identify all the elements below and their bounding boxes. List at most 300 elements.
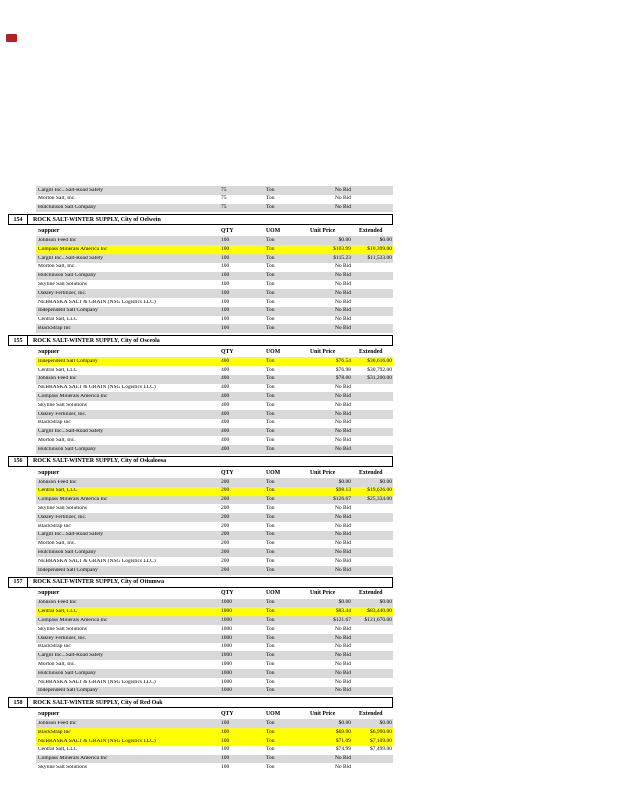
unit-price-cell: No Bid [334, 764, 351, 771]
table-row [36, 436, 393, 445]
section-number: 158 [9, 698, 28, 707]
qty-cell: 400 [221, 357, 230, 364]
unit-price-cell: No Bid [334, 436, 351, 443]
uom-cell: Ton [266, 298, 275, 305]
qty-cell: 100 [221, 325, 230, 331]
unit-price-cell: No Bid [334, 669, 351, 676]
qty-cell: 400 [221, 392, 230, 399]
column-header-extended: Extended [359, 348, 383, 355]
column-header-supplier: Supplier [38, 470, 60, 476]
unit-price-cell: No Bid [334, 566, 351, 573]
qty-cell: 400 [221, 436, 230, 443]
unit-price-cell: No Bid [334, 298, 351, 305]
uom-cell: Ton [266, 634, 275, 641]
extended-cell: $30,792.00 [367, 366, 392, 373]
uom-cell: Ton [266, 204, 275, 211]
unit-price-cell: No Bid [334, 445, 351, 452]
table-row [36, 307, 393, 316]
unit-price-cell: No Bid [334, 195, 351, 202]
table-row [36, 445, 393, 454]
table-row [36, 254, 393, 263]
supplier-cell: Morton Salt, Inc. [38, 541, 76, 547]
unit-price-cell: No Bid [334, 419, 351, 426]
uom-cell: Ton [266, 496, 275, 503]
unit-price-cell: No Bid [334, 307, 351, 314]
table-row [36, 263, 393, 272]
supplier-cell: Hutchinson Salt Company [38, 205, 97, 211]
table-row [36, 557, 393, 566]
table-row [36, 548, 393, 557]
uom-cell: Ton [266, 325, 275, 331]
extended-cell: $83,440.00 [367, 608, 392, 615]
uom-cell: Ton [266, 410, 275, 417]
supplier-cell: Johnson Feed Inc [38, 376, 77, 382]
uom-cell: Ton [266, 557, 275, 564]
unit-price-cell: $69.90 [335, 728, 351, 735]
supplier-cell: Oakley Fertilizer, Inc. [38, 635, 87, 641]
table-row [36, 687, 393, 696]
unit-price-cell: No Bid [334, 643, 351, 650]
table-row [36, 428, 393, 437]
column-header-uom: UOM [266, 590, 281, 597]
table-row [36, 607, 393, 616]
unit-price-cell: No Bid [334, 410, 351, 417]
column-header-qty: QTY [221, 469, 234, 476]
qty-cell: 400 [221, 445, 230, 452]
uom-cell: Ton [266, 366, 275, 373]
supplier-cell: Morton Salt, Inc. [38, 264, 76, 270]
supplier-cell: Cargill Inc...Salt-Road Safety [38, 429, 104, 435]
unit-price-cell: $126.67 [333, 496, 351, 503]
qty-cell: 1000 [221, 608, 232, 615]
table-row [36, 625, 393, 634]
section-title: ROCK SALT-WINTER SUPPLY, City of Red Oak [33, 699, 163, 706]
column-header-row [36, 710, 393, 719]
unit-price-cell: $76.54 [335, 357, 351, 364]
extended-cell: $19,626.00 [367, 487, 392, 494]
uom-cell: Ton [266, 289, 275, 296]
section-number: 154 [9, 215, 28, 224]
uom-cell: Ton [266, 445, 275, 452]
uom-cell: Ton [266, 504, 275, 511]
qty-cell: 200 [221, 478, 230, 485]
qty-cell: 400 [221, 428, 230, 435]
uom-cell: Ton [266, 616, 275, 623]
uom-cell: Ton [266, 307, 275, 314]
table-row [36, 316, 393, 325]
unit-price-cell: No Bid [334, 504, 351, 511]
unit-price-cell: No Bid [334, 392, 351, 399]
uom-cell: Ton [266, 669, 275, 676]
qty-cell: 1000 [221, 625, 232, 632]
unit-price-cell: No Bid [334, 687, 351, 694]
unit-price-cell: $0.00 [338, 720, 351, 727]
unit-price-cell: $74.99 [335, 746, 351, 753]
unit-price-cell: No Bid [334, 401, 351, 408]
uom-cell: Ton [266, 428, 275, 435]
qty-cell: 100 [221, 263, 230, 270]
uom-cell: Ton [266, 643, 275, 650]
table-row [36, 419, 393, 428]
qty-cell: 100 [221, 272, 230, 279]
qty-cell: 200 [221, 504, 230, 511]
supplier-cell: Cargill Inc...Salt-Road Safety [38, 653, 104, 659]
unit-price-cell: $0.00 [338, 478, 351, 485]
table-row [36, 634, 393, 643]
uom-cell: Ton [266, 478, 275, 485]
bid-table [36, 710, 393, 772]
uom-cell: Ton [266, 375, 275, 382]
unit-price-cell: $83.44 [335, 608, 351, 615]
unit-price-cell: No Bid [334, 660, 351, 667]
uom-cell: Ton [266, 755, 275, 762]
table-row [36, 660, 393, 669]
supplier-cell: Compass Minerals America Inc [38, 246, 108, 252]
uom-cell: Ton [266, 392, 275, 399]
uom-cell: Ton [266, 678, 275, 685]
supplier-cell: NEBRASKA SALT & GRAIN (NSG Logistics LLC) [38, 679, 156, 685]
unit-price-cell: $76.98 [335, 366, 351, 373]
unit-price-cell: No Bid [334, 325, 351, 331]
table-row [36, 366, 393, 375]
qty-cell: 1000 [221, 643, 232, 650]
uom-cell: Ton [266, 737, 275, 744]
supplier-cell: Morton Salt, Inc. [38, 196, 76, 202]
table-row [36, 651, 393, 660]
table-row [36, 401, 393, 410]
unit-price-cell: No Bid [334, 428, 351, 435]
table-row [36, 763, 393, 772]
supplier-cell: Skyline Salt Solutions [38, 402, 87, 408]
uom-cell: Ton [266, 186, 275, 193]
section-header [8, 577, 393, 588]
qty-cell: 200 [221, 566, 230, 573]
extended-cell: $6,990.00 [370, 728, 392, 735]
table-row [36, 737, 393, 746]
uom-cell: Ton [266, 254, 275, 261]
supplier-cell: Independent Salt Company [38, 567, 98, 573]
continuation-table [36, 186, 393, 212]
qty-cell: 1000 [221, 634, 232, 641]
supplier-cell: Cargill Inc...Salt-Road Safety [38, 187, 104, 193]
extended-cell: $25,334.00 [367, 496, 392, 503]
uom-cell: Ton [266, 652, 275, 659]
column-header-unit-price: Unit Price [310, 227, 336, 234]
supplier-cell: NEBRASKA SALT & GRAIN (NSG Logistics LLC) [38, 738, 156, 744]
uom-cell: Ton [266, 487, 275, 494]
bid-table [36, 469, 393, 575]
page-content [0, 186, 618, 772]
table-row [36, 410, 393, 419]
unit-price-cell: No Bid [334, 316, 351, 323]
uom-cell: Ton [266, 746, 275, 753]
unit-price-cell: No Bid [334, 548, 351, 555]
supplier-cell: BlackStrap Inc [38, 729, 71, 735]
table-row [36, 298, 393, 307]
extended-cell: $7,499.00 [370, 746, 392, 753]
supplier-cell: NEBRASKA SALT & GRAIN (NSG Logistics LLC) [38, 299, 156, 305]
qty-cell: 75 [221, 204, 227, 211]
unit-price-cell: No Bid [334, 204, 351, 211]
supplier-cell: Cargill Inc...Salt-Road Safety [38, 255, 104, 261]
stamp-mark-icon [6, 34, 17, 42]
supplier-cell: NEBRASKA SALT & GRAIN (NSG Logistics LLC) [38, 558, 156, 564]
qty-cell: 200 [221, 487, 230, 494]
uom-cell: Ton [266, 540, 275, 547]
supplier-cell: Johnson Feed Inc [38, 479, 77, 485]
qty-cell: 400 [221, 410, 230, 417]
qty-cell: 1000 [221, 616, 232, 623]
supplier-cell: BlackStrap Inc [38, 326, 71, 331]
qty-cell: 100 [221, 307, 230, 314]
section-header [8, 456, 393, 467]
table-row [36, 195, 393, 204]
column-header-row [36, 348, 393, 357]
supplier-cell: Hutchinson Salt Company [38, 549, 97, 555]
column-header-extended: Extended [359, 711, 383, 718]
extended-cell: $10,399.00 [367, 245, 392, 252]
unit-price-cell: No Bid [334, 281, 351, 288]
qty-cell: 100 [221, 746, 230, 753]
unit-price-cell: $0.00 [338, 599, 351, 606]
uom-cell: Ton [266, 625, 275, 632]
qty-cell: 100 [221, 298, 230, 305]
uom-cell: Ton [266, 195, 275, 202]
uom-cell: Ton [266, 384, 275, 391]
qty-cell: 200 [221, 513, 230, 520]
qty-cell: 1000 [221, 660, 232, 667]
qty-cell: 200 [221, 557, 230, 564]
column-header-row [36, 469, 393, 478]
table-row [36, 392, 393, 401]
qty-cell: 100 [221, 737, 230, 744]
supplier-cell: Hutchinson Salt Company [38, 446, 97, 452]
column-header-uom: UOM [266, 348, 281, 355]
unit-price-cell: $103.99 [333, 245, 351, 252]
qty-cell: 400 [221, 366, 230, 373]
uom-cell: Ton [266, 316, 275, 323]
column-header-unit-price: Unit Price [310, 469, 336, 476]
table-row [36, 504, 393, 513]
table-row [36, 324, 393, 333]
table-row [36, 599, 393, 608]
uom-cell: Ton [266, 566, 275, 573]
unit-price-cell: No Bid [334, 625, 351, 632]
table-row [36, 272, 393, 281]
supplier-cell: Independent Salt Company [38, 308, 98, 314]
table-row [36, 384, 393, 393]
uom-cell: Ton [266, 237, 275, 244]
uom-cell: Ton [266, 272, 275, 279]
qty-cell: 100 [221, 755, 230, 762]
qty-cell: 200 [221, 531, 230, 538]
table-row [36, 236, 393, 245]
uom-cell: Ton [266, 281, 275, 288]
qty-cell: 1000 [221, 669, 232, 676]
uom-cell: Ton [266, 728, 275, 735]
qty-cell: 400 [221, 384, 230, 391]
column-header-supplier: Supplier [38, 228, 60, 234]
uom-cell: Ton [266, 401, 275, 408]
table-row [36, 186, 393, 195]
qty-cell: 1000 [221, 687, 232, 694]
supplier-cell: Johnson Feed Inc [38, 600, 77, 606]
unit-price-cell: No Bid [334, 540, 351, 547]
column-header-supplier: Supplier [38, 349, 60, 355]
table-row [36, 375, 393, 384]
supplier-cell: Oakley Fertilizer, Inc. [38, 411, 87, 417]
supplier-cell: Central Salt, LLC [38, 488, 78, 494]
table-row [36, 522, 393, 531]
section-title: ROCK SALT-WINTER SUPPLY, City of Oelwein [33, 216, 161, 223]
table-row [36, 478, 393, 487]
extended-cell: $30,616.00 [367, 357, 392, 364]
uom-cell: Ton [266, 599, 275, 606]
unit-price-cell: $121.67 [333, 616, 351, 623]
unit-price-cell: No Bid [334, 522, 351, 529]
supplier-cell: Compass Minerals America Inc [38, 617, 108, 623]
table-row [36, 746, 393, 755]
table-row [36, 616, 393, 625]
extended-cell: $11,523.00 [367, 254, 392, 261]
unit-price-cell: $98.13 [335, 487, 351, 494]
column-header-unit-price: Unit Price [310, 348, 336, 355]
uom-cell: Ton [266, 764, 275, 771]
supplier-cell: Central Salt, LLC [38, 747, 78, 753]
unit-price-cell: $115.23 [333, 254, 351, 261]
supplier-cell: Independent Salt Company [38, 358, 98, 364]
unit-price-cell: No Bid [334, 678, 351, 685]
extended-cell: $7,109.00 [370, 737, 392, 744]
bid-table [36, 227, 393, 333]
uom-cell: Ton [266, 419, 275, 426]
table-row [36, 357, 393, 366]
uom-cell: Ton [266, 436, 275, 443]
unit-price-cell: No Bid [334, 531, 351, 538]
qty-cell: 400 [221, 401, 230, 408]
uom-cell: Ton [266, 263, 275, 270]
section-155 [0, 335, 618, 454]
supplier-cell: Central Salt, LLC [38, 609, 78, 615]
extended-cell: $31,200.00 [367, 375, 392, 382]
table-row [36, 496, 393, 505]
supplier-cell: BlackStrap Inc [38, 523, 71, 529]
table-row [36, 289, 393, 298]
table-row [36, 678, 393, 687]
table-row [36, 643, 393, 652]
unit-price-cell: No Bid [334, 289, 351, 296]
qty-cell: 200 [221, 496, 230, 503]
column-header-row [36, 227, 393, 236]
bid-table [36, 348, 393, 454]
qty-cell: 100 [221, 764, 230, 771]
uom-cell: Ton [266, 548, 275, 555]
column-header-uom: UOM [266, 711, 281, 718]
section-title: ROCK SALT-WINTER SUPPLY, City of Oskaloosa [33, 458, 167, 465]
extended-cell: $0.00 [379, 599, 392, 606]
table-row [36, 513, 393, 522]
section-number: 157 [9, 578, 28, 587]
extended-cell: $0.00 [379, 720, 392, 727]
column-header-unit-price: Unit Price [310, 590, 336, 597]
qty-cell: 200 [221, 540, 230, 547]
supplier-cell: Morton Salt, Inc. [38, 661, 76, 667]
qty-cell: 100 [221, 245, 230, 252]
table-row [36, 719, 393, 728]
supplier-cell: Skyline Salt Solutions [38, 765, 87, 771]
column-header-uom: UOM [266, 469, 281, 476]
qty-cell: 1000 [221, 599, 232, 606]
column-header-row [36, 590, 393, 599]
table-row [36, 566, 393, 575]
section-title: ROCK SALT-WINTER SUPPLY, City of Osceola [33, 337, 160, 344]
unit-price-cell: No Bid [334, 755, 351, 762]
column-header-supplier: Supplier [38, 712, 60, 718]
supplier-cell: Oakley Fertilizer, Inc. [38, 290, 87, 296]
table-row [36, 280, 393, 289]
column-header-qty: QTY [221, 590, 234, 597]
column-header-extended: Extended [359, 227, 383, 234]
section-158 [0, 697, 618, 772]
uom-cell: Ton [266, 720, 275, 727]
section-154 [0, 214, 618, 333]
supplier-cell: Cargill Inc...Salt-Road Safety [38, 532, 104, 538]
column-header-extended: Extended [359, 590, 383, 597]
unit-price-cell: No Bid [334, 186, 351, 193]
supplier-cell: Compass Minerals America Inc [38, 497, 108, 503]
uom-cell: Ton [266, 531, 275, 538]
table-row [36, 245, 393, 254]
section-header [8, 697, 393, 708]
supplier-cell: NEBRASKA SALT & GRAIN (NSG Logistics LLC) [38, 385, 156, 391]
supplier-cell: Skyline Salt Solutions [38, 282, 87, 288]
table-row [36, 728, 393, 737]
supplier-cell: Johnson Feed Inc [38, 238, 77, 244]
section-header [8, 214, 393, 225]
uom-cell: Ton [266, 513, 275, 520]
supplier-cell: Johnson Feed Inc [38, 721, 77, 727]
section-title: ROCK SALT-WINTER SUPPLY, City of Ottumwa [33, 579, 165, 586]
section-header [8, 335, 393, 346]
column-header-qty: QTY [221, 348, 234, 355]
qty-cell: 100 [221, 281, 230, 288]
table-row [36, 204, 393, 213]
qty-cell: 75 [221, 186, 227, 193]
supplier-cell: Central Salt, LLC [38, 367, 78, 373]
unit-price-cell: $0.00 [338, 237, 351, 244]
unit-price-cell: No Bid [334, 272, 351, 279]
uom-cell: Ton [266, 687, 275, 694]
table-row [36, 487, 393, 496]
extended-cell: $121,670.00 [364, 616, 392, 623]
uom-cell: Ton [266, 660, 275, 667]
extended-cell: $0.00 [379, 237, 392, 244]
qty-cell: 100 [221, 316, 230, 323]
table-row [36, 540, 393, 549]
qty-cell: 200 [221, 522, 230, 529]
unit-price-cell: No Bid [334, 634, 351, 641]
supplier-cell: BlackStrap Inc [38, 420, 71, 426]
supplier-cell: Morton Salt, Inc. [38, 437, 76, 443]
qty-cell: 75 [221, 195, 227, 202]
qty-cell: 100 [221, 289, 230, 296]
unit-price-cell: $71.09 [335, 737, 351, 744]
uom-cell: Ton [266, 522, 275, 529]
supplier-cell: Hutchinson Salt Company [38, 670, 97, 676]
column-header-qty: QTY [221, 711, 234, 718]
qty-cell: 100 [221, 720, 230, 727]
uom-cell: Ton [266, 357, 275, 364]
